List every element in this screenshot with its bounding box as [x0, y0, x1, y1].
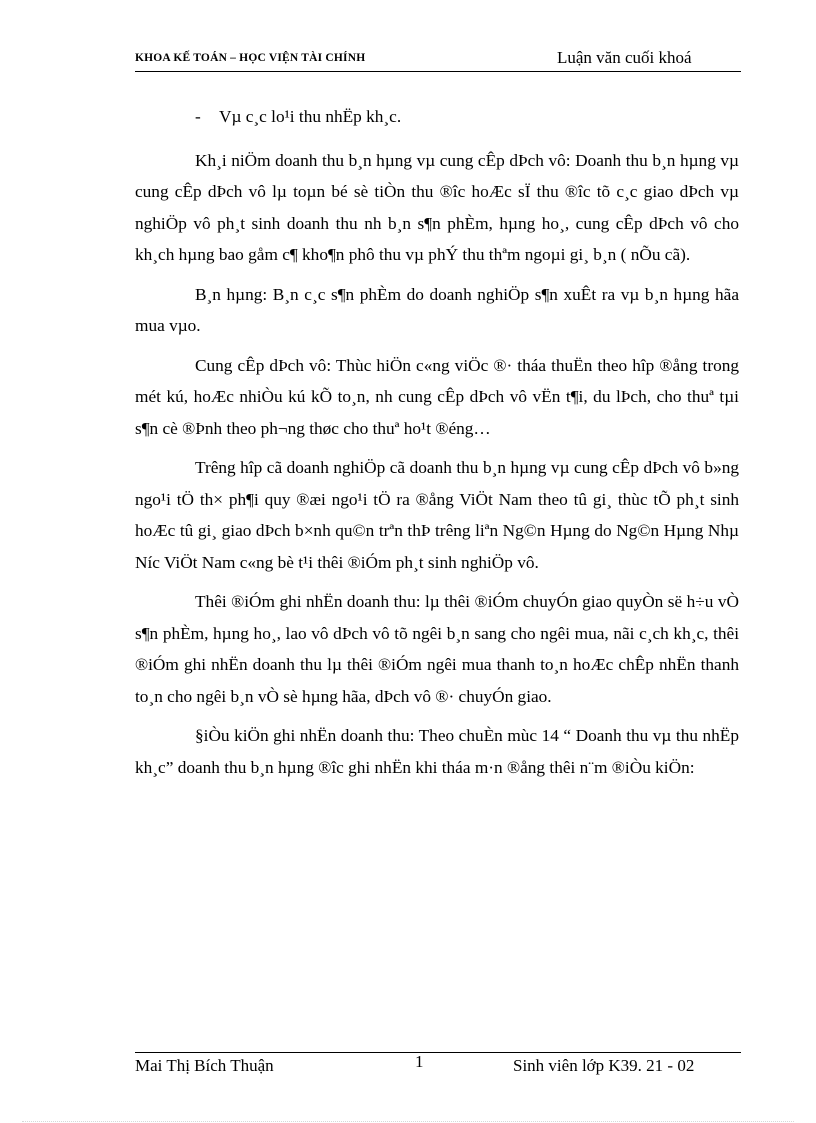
paragraph-recognition-conditions: §iÒu kiÖn ghi nhËn doanh thu: Theo chuÈn mùc 14 “ Doanh thu vµ thu nhËp kh¸c” doanh thu b¸n hµng ®îc ghi nhËn khi tháa m·n ®ång thêi n¨m ®iÒu kiÖn: [135, 726, 739, 777]
paragraph-recognition-time: Thêi ®iÓm ghi nhËn doanh thu: lµ thêi ®iÓm chuyÓn giao quyÒn së h÷u vÒ s¶n phÈm, hµng ho¸, lao vô dÞch vô tõ ngêi b¸n sang cho ngêi mua, nãi c¸ch kh¸c, thêi ®iÓm ghi nhËn doanh thu lµ thêi ®iÓm ngêi mua thanh to¸n hoÆc chÊp nhËn thanh to¸n cho ngêi b¸n vÒ sè hµng hãa, dÞch vô ®· chuyÓn giao. [135, 592, 739, 706]
paragraph-foreign-currency: Trêng hîp cã doanh nghiÖp cã doanh thu b¸n hµng vµ cung cÊp dÞch vô b»ng ngo¹i tÖ th× ph¶i quy ®æi ngo¹i tÖ ra ®ång ViÖt Nam theo tû gi¸ thùc tÕ ph¸t sinh hoÆc tû gi¸ giao dÞch b×nh qu©n trªn thÞ trêng liªn Ng©n Hµng do Ng©n Hµng Nhµ Níc ViÖt Nam c«ng bè t¹i thêi ®iÓm ph¸t sinh nghiÖp vô. [135, 458, 739, 572]
paragraph-service-provision: Cung cÊp dÞch vô: Thùc hiÖn c«ng viÖc ®· tháa thuËn theo hîp ®ång trong mét kú, hoÆc nhiÒu kú kÕ to¸n, nh cung cÊp dÞch vô vËn t¶i, du lÞch, cho thuª tµi s¶n cè ®Þnh theo ph¬ng thøc cho thuª ho¹t ®éng… [135, 355, 739, 438]
paragraph-sales: B¸n hµng: B¸n c¸c s¶n phÈm do doanh nghiÖp s¶n xuÊt ra vµ b¸n hµng hãa mua vµo. [135, 284, 739, 335]
header-document-type: Luận văn cuối khoá [557, 48, 692, 67]
bullet-text: Vµ c¸c lo¹i thu nhËp kh¸c. [219, 107, 402, 126]
paragraph-revenue-definition: Kh¸i niÖm doanh thu b¸n hµng vµ cung cÊp dÞch vô: Doanh thu b¸n hµng vµ cung cÊp dÞch vô lµ toµn bé sè tiÒn thu ®îc hoÆc sÏ thu ®îc tõ c¸c giao dÞch vµ nghiÖp vô ph¸t sinh doanh thu nh b¸n s¶n phÈm, hµng ho¸, cung cÊp dÞch vô cho kh¸ch hµng bao gåm c¶ kho¶n phô thu vµ phÝ thu thªm ngoµi gi¸ b¸n ( nÕu cã). [135, 150, 739, 264]
footer-class: Sinh viên lớp K39. 21 - 02 [513, 1056, 695, 1075]
footer-divider [135, 1052, 741, 1053]
bullet-item [135, 101, 739, 133]
bullet-dash: - [195, 107, 201, 126]
body-text [135, 101, 739, 791]
header-department: KHOA KẾ TOÁN – HỌC VIỆN TÀI CHÍNH [135, 52, 366, 64]
page-number: 1 [415, 1052, 424, 1071]
footer-author: Mai Thị Bích Thuận [135, 1056, 274, 1075]
header-divider [135, 71, 741, 72]
page-edge [22, 1121, 794, 1122]
